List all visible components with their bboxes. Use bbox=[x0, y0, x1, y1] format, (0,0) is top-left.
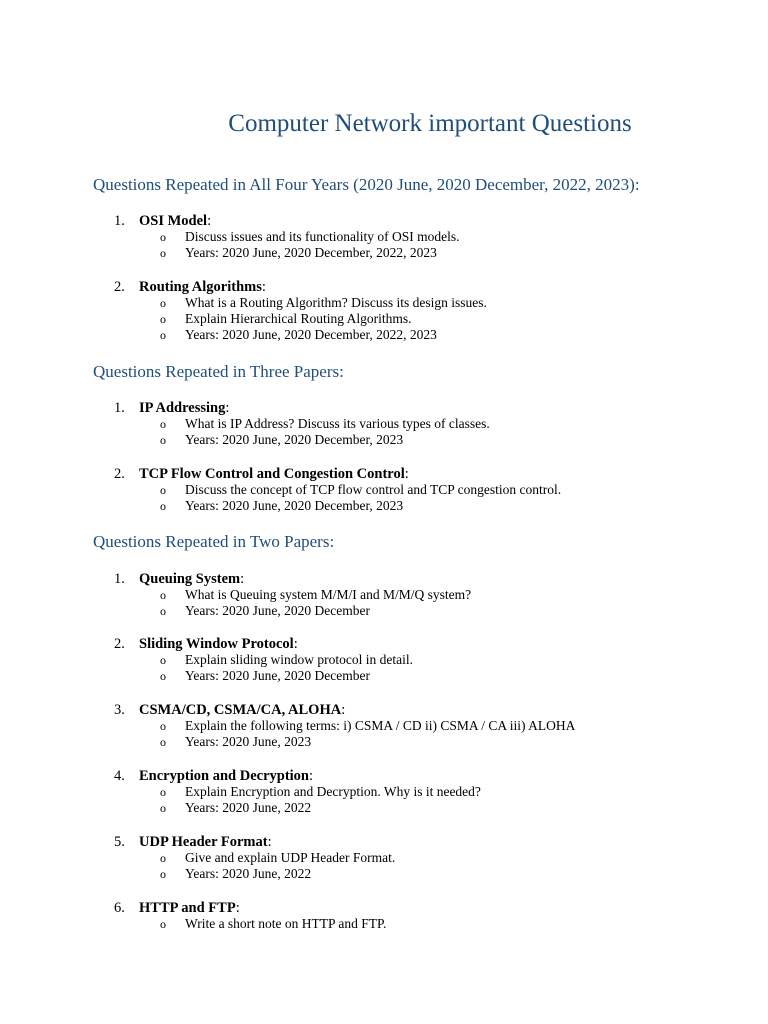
item-number: 1. bbox=[114, 571, 125, 587]
bullet-text: Years: 2020 June, 2023 bbox=[185, 734, 312, 749]
item-number: 2. bbox=[114, 279, 125, 295]
bullet-text: Years: 2020 June, 2020 December, 2023 bbox=[185, 498, 404, 513]
bullet-icon: o bbox=[160, 433, 166, 447]
bullet-icon: o bbox=[160, 801, 166, 815]
bullet-text: Write a short note on HTTP and FTP. bbox=[185, 916, 387, 931]
question-item-osi-model bbox=[114, 213, 714, 261]
list-item bbox=[160, 784, 714, 800]
question-item-encryption bbox=[114, 768, 714, 816]
list-item bbox=[160, 498, 714, 514]
list-item bbox=[160, 245, 714, 261]
item-title: IP Addressing bbox=[139, 400, 226, 416]
bullet-icon: o bbox=[160, 296, 166, 310]
list-item bbox=[160, 850, 714, 866]
bullet-icon: o bbox=[160, 851, 166, 865]
item-number: 1. bbox=[114, 400, 125, 416]
bullet-icon: o bbox=[160, 588, 166, 602]
question-item-routing-algorithms bbox=[114, 279, 714, 343]
page-title: Computer Network important Questions bbox=[228, 110, 632, 137]
bullet-icon: o bbox=[160, 604, 166, 618]
bullet-icon: o bbox=[160, 230, 166, 244]
item-suffix: : bbox=[240, 571, 245, 587]
item-suffix: : bbox=[235, 900, 240, 916]
list-item bbox=[160, 668, 714, 684]
bullet-icon: o bbox=[160, 735, 166, 749]
item-suffix: : bbox=[261, 279, 266, 295]
bullet-icon: o bbox=[160, 499, 166, 513]
bullet-text: Explain Hierarchical Routing Algorithms. bbox=[185, 311, 412, 326]
bullet-text: Years: 2020 June, 2020 December, 2022, 2023 bbox=[185, 245, 437, 260]
item-number: 5. bbox=[114, 834, 125, 850]
item-number: 3. bbox=[114, 702, 125, 718]
item-title: CSMA/CD, CSMA/CA, ALOHA bbox=[139, 702, 342, 718]
item-suffix: : bbox=[309, 768, 314, 784]
bullet-icon: o bbox=[160, 483, 166, 497]
list-item bbox=[160, 482, 714, 498]
item-title: OSI Model bbox=[139, 213, 208, 229]
list-item bbox=[160, 734, 714, 750]
question-item-csma bbox=[114, 702, 714, 750]
item-suffix: : bbox=[267, 834, 272, 850]
bullet-text: What is a Routing Algorithm? Discuss its design issues. bbox=[185, 295, 487, 310]
bullet-icon: o bbox=[160, 719, 166, 733]
item-number: 6. bbox=[114, 900, 125, 916]
item-suffix: : bbox=[341, 702, 346, 718]
bullet-text: Discuss the concept of TCP flow control and TCP congestion control. bbox=[185, 482, 562, 497]
question-item-ip-addressing bbox=[114, 400, 714, 448]
list-item bbox=[160, 603, 714, 619]
list-item bbox=[160, 866, 714, 882]
item-title: TCP Flow Control and Congestion Control bbox=[139, 466, 405, 482]
bullet-text: Discuss issues and its functionality of OSI models. bbox=[185, 229, 460, 244]
bullet-icon: o bbox=[160, 917, 166, 931]
bullet-text: What is Queuing system M/M/I and M/M/Q system? bbox=[185, 587, 472, 602]
item-suffix: : bbox=[404, 466, 409, 482]
item-title: HTTP and FTP bbox=[139, 900, 236, 916]
list-item bbox=[160, 295, 714, 311]
item-title: Queuing System bbox=[139, 571, 241, 587]
item-suffix: : bbox=[225, 400, 230, 416]
item-title: Sliding Window Protocol bbox=[139, 636, 294, 652]
bullet-text: Explain the following terms: i) CSMA / CD ii) CSMA / CA iii) ALOHA bbox=[185, 718, 576, 733]
list-item bbox=[160, 800, 714, 816]
question-item-udp-header bbox=[114, 834, 714, 882]
bullet-icon: o bbox=[160, 417, 166, 431]
bullet-text: Years: 2020 June, 2020 December bbox=[185, 603, 370, 618]
item-number: 2. bbox=[114, 466, 125, 482]
bullet-icon: o bbox=[160, 785, 166, 799]
list-item bbox=[160, 229, 714, 245]
list-item bbox=[160, 327, 714, 343]
bullet-icon: o bbox=[160, 669, 166, 683]
item-title: UDP Header Format bbox=[139, 834, 268, 850]
bullet-text: Explain Encryption and Decryption. Why is it needed? bbox=[185, 784, 481, 799]
question-item-sliding-window bbox=[114, 636, 714, 684]
item-number: 4. bbox=[114, 768, 125, 784]
item-suffix: : bbox=[293, 636, 298, 652]
question-item-tcp-flow-control bbox=[114, 466, 714, 514]
bullet-text: Years: 2020 June, 2020 December bbox=[185, 668, 370, 683]
item-number: 2. bbox=[114, 636, 125, 652]
question-item-queuing-system bbox=[114, 571, 714, 619]
bullet-text: Years: 2020 June, 2020 December, 2023 bbox=[185, 432, 404, 447]
bullet-icon: o bbox=[160, 653, 166, 667]
list-item bbox=[160, 916, 714, 932]
section-heading-all-four-years: Questions Repeated in All Four Years (2020 June, 2020 December, 2022, 2023): bbox=[93, 175, 640, 194]
list-item bbox=[160, 587, 714, 603]
bullet-text: Give and explain UDP Header Format. bbox=[185, 850, 396, 865]
bullet-icon: o bbox=[160, 246, 166, 260]
item-title: Routing Algorithms bbox=[139, 279, 262, 295]
section-heading-two-papers: Questions Repeated in Two Papers: bbox=[93, 532, 335, 551]
list-item bbox=[160, 432, 714, 448]
list-item bbox=[160, 652, 714, 668]
bullet-text: Years: 2020 June, 2022 bbox=[185, 866, 312, 881]
bullet-text: Years: 2020 June, 2022 bbox=[185, 800, 312, 815]
bullet-text: What is IP Address? Discuss its various types of classes. bbox=[185, 416, 490, 431]
section-heading-three-papers: Questions Repeated in Three Papers: bbox=[93, 362, 344, 381]
bullet-icon: o bbox=[160, 867, 166, 881]
item-number: 1. bbox=[114, 213, 125, 229]
list-item bbox=[160, 416, 714, 432]
item-suffix: : bbox=[207, 213, 212, 229]
bullet-icon: o bbox=[160, 312, 166, 326]
bullet-text: Explain sliding window protocol in detail. bbox=[185, 652, 413, 667]
list-item bbox=[160, 311, 714, 327]
list-item bbox=[160, 718, 714, 734]
item-title: Encryption and Decryption bbox=[139, 768, 309, 784]
bullet-icon: o bbox=[160, 328, 166, 342]
bullet-text: Years: 2020 June, 2020 December, 2022, 2023 bbox=[185, 327, 437, 342]
question-item-http-ftp bbox=[114, 900, 714, 932]
